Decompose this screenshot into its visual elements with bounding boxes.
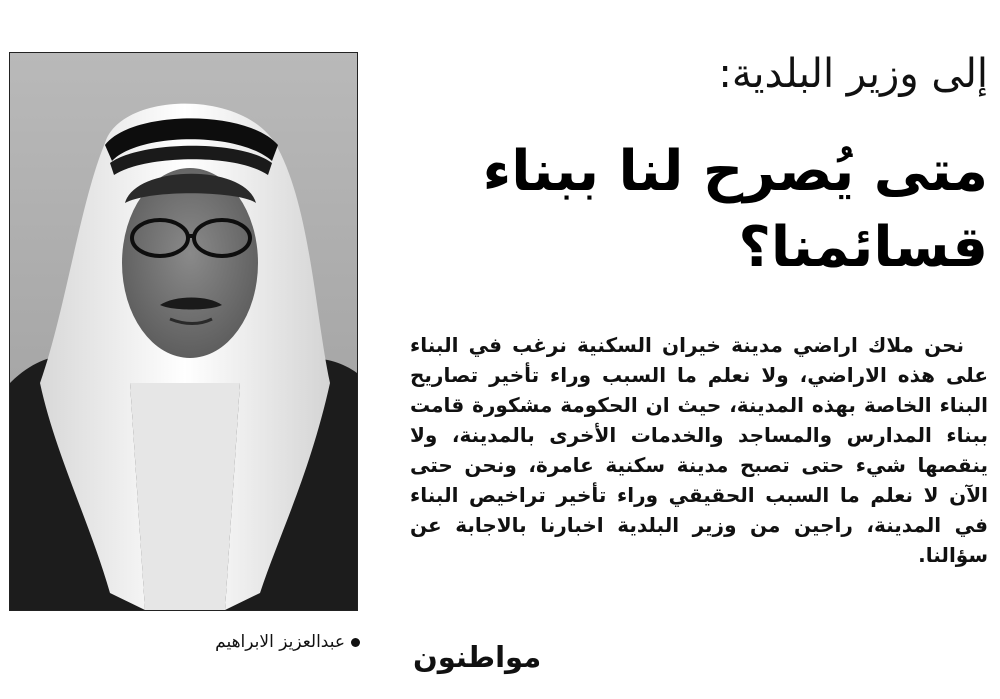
article-headline <box>408 134 988 286</box>
caption-text: عبدالعزيز الابراهيم <box>215 632 345 652</box>
bullet-dot-icon <box>351 638 360 647</box>
article-kicker: إلى وزير البلدية: <box>718 51 988 97</box>
article-body: نحن ملاك اراضي مدينة خيران السكنية نرغب في البناء على هذه الاراضي، ولا نعلم ما السبب وراء تأخير تصاريح البناء الخاصة بهذه المدينة، حيث ان الحكومة مشكورة قامت ببناء المدارس والمساجد والخدمات الأخرى بالمدينة، ولا ينقصها شيء حتى تصبح مدينة سكنية عامرة، ونحن حتى الآن لا نعلم ما السبب الحقيقي وراء تأخير تراخيص البناء في المدينة، راجين من وزير البلدية اخبارنا بالاجابة عن سؤالنا. <box>410 333 988 567</box>
article-signature: مواطنون <box>413 640 542 674</box>
portrait-photo <box>9 52 358 611</box>
headline-line-1: متى يُصرح لنا ببناء <box>482 139 988 204</box>
headline-line-2: قسائمنا؟ <box>738 215 988 280</box>
photo-caption <box>160 632 360 652</box>
